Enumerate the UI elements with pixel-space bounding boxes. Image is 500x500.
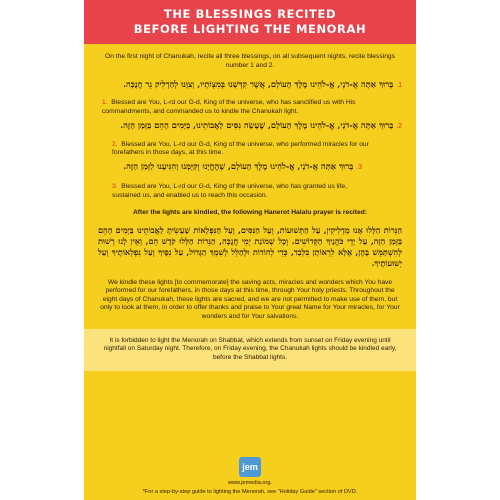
blessing-1-hebrew — [98, 79, 402, 91]
card-footer — [84, 456, 416, 500]
blessing-1-english — [98, 99, 402, 116]
blessing-2-hebrew — [98, 120, 402, 132]
blessings-card — [84, 0, 416, 500]
blessing-2-english-text: Blessed are You, L-rd our G-d, King of the universe, who performed miracles for our forefathers in those days, at this time. — [112, 140, 369, 157]
after-lights-heading: After the lights are kindled, the following Hanerot Halalu prayer is recited: — [132, 209, 368, 217]
shabbat-note: It is forbidden to light the Menorah on Shabbat, which extends from sunset on Friday evening until nightfall on Saturday night. Therefore, on Friday evening, the Chanukah lights should be kindled early, before the Shabbat lights. — [103, 336, 397, 361]
jem-logo: jem — [239, 457, 261, 477]
hanerot-halalu-hebrew: הַנֵּרוֹת הַלָּלוּ אָנוּ מַדְלִיקִין, עַל הַתְּשׁוּעוֹת, וְעַל הַנִּסִּים, וְעַל הַנִּפְלָאוֹת שֶׁעָשִׂיתָ לַאֲבוֹתֵינוּ בַּיָּמִים הָהֵם בַּזְּמַן הַזֶּה, עַל יְדֵי כֹּהֲנֶיךָ הַקְּדוֹשִׁים. וְכָל שְׁמוֹנַת יְמֵי חֲנֻכָּה, הַנֵּרוֹת הַלָּלוּ קֹדֶשׁ הֵם, וְאֵין לָנוּ רְשׁוּת לְהִשְׁתַּמֵּשׁ בָּהֶן, אֶלָּא לִרְאוֹתָן בִּלְבַד, כְּדֵי לְהוֹדוֹת וּלְהַלֵּל לְשִׁמְךָ הַגָּדוֹל, עַל נִסֶּיךָ וְעַל נִפְלְאוֹתֶיךָ וְעַל יְשׁוּעוֹתֶיךָ. — [98, 224, 402, 268]
blessing-2-hebrew-text: בָּרוּךְ אַתָּה אֲ-דֹנָי, אֱ-לֹהֵינוּ מֶלֶךְ הָעוֹלָם, שֶׁעָשָׂה נִסִּים לַאֲבוֹתֵינוּ, בַּיָּמִים הָהֵם בַּזְּמַן הַזֶּה. — [120, 119, 394, 130]
blessing-1-number-en: 1. — [102, 99, 108, 107]
blessing-1-number: 1. — [396, 82, 402, 90]
title-banner — [84, 0, 416, 44]
website-link[interactable]: www.jemedia.org. — [227, 480, 273, 486]
blessing-2-number: 2. — [396, 122, 402, 130]
blessing-2-number-en: 2. — [112, 140, 118, 148]
hanerot-halalu-translation: We kindle these lights [to commemorate] the saving acts, miracles and wonders which You have performed for our forefathers, in those days at this time, through Your holy priests. Throughout the eight days of Chanukah, these lights are sacred, and we are not permitted to make use of them, but only to look at them, in order to offer thanks and praise to Your great Name for Your miracles, for Your wonders and for Your salvations. — [100, 278, 400, 320]
blessing-3-hebrew — [98, 161, 402, 173]
card-content — [84, 44, 416, 322]
intro-text: On the first night of Chanukah, recite all three blessings, on all subsequent nights, recite blessings number 1 and 2. — [105, 53, 395, 69]
title-line-1: THE BLESSINGS RECITED — [163, 7, 337, 21]
blessing-3-english-text: Blessed are You, L-rd our G-d, King of the universe, who has granted us life, sustained us, and enabled us to reach this occasion. — [112, 183, 347, 199]
blessing-1-english-text: Blessed are You, L-rd our G-d, King of the universe, who has sanctified us with His commandments, and commanded us to kindle the Chanukah light. — [102, 99, 356, 115]
dvd-note: *For a step-by-step guide to lighting the Menorah, see "Holiday Guide" section of DVD. — [142, 489, 358, 495]
blessing-3-number-en: 3. — [112, 183, 118, 191]
blessing-3-hebrew-text: בָּרוּךְ אַתָּה אֲ-דֹנָי, אֱ-לֹהֵינוּ מֶלֶךְ הָעוֹלָם, שֶׁהֶחֱיָנוּ וְקִיְּמָנוּ וְהִגִּיעָנוּ לַזְּמַן הַזֶּה. — [123, 160, 354, 171]
shabbat-note-box — [84, 329, 416, 371]
title-line-2: BEFORE LIGHTING THE MENORAH — [133, 22, 367, 36]
blessing-3-english — [98, 183, 402, 200]
blessing-2-english — [98, 141, 402, 158]
blessing-3-number: 3. — [356, 163, 362, 171]
blessing-1-hebrew-text: בָּרוּךְ אַתָּה אֲ-דֹנָי, אֱ-לֹהֵינוּ מֶלֶךְ הָעוֹלָם, אֲשֶׁר קִדְּשָׁנוּ בְּמִצְוֹתָיו, וְצִוָּנוּ לְהַדְלִיק נֵר חֲנֻכָּה. — [123, 79, 394, 90]
